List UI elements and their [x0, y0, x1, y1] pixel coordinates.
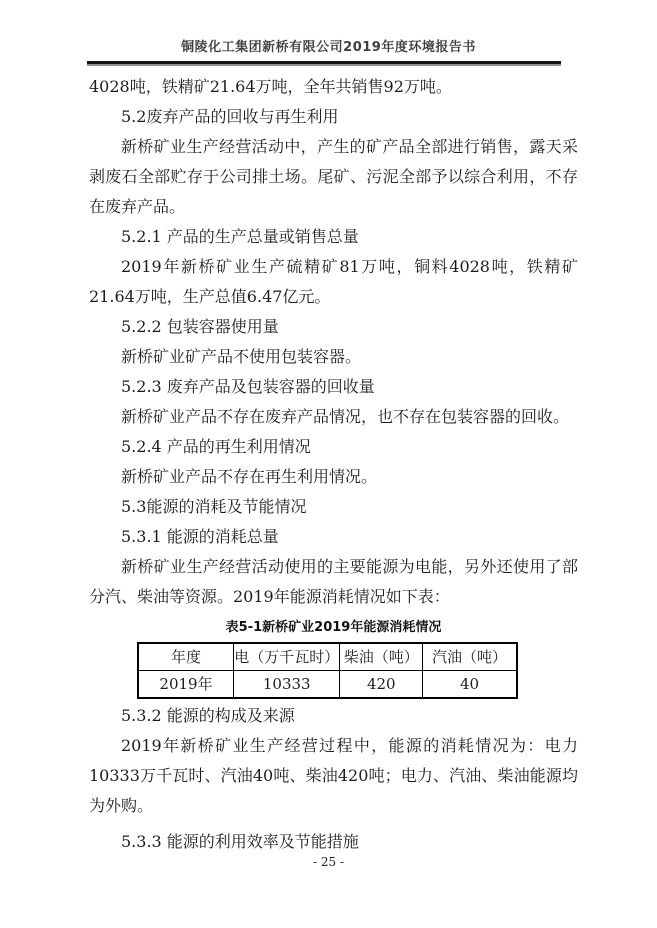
section-heading-5-2-4: 5.2.4 产品的再生利用情况	[121, 437, 311, 456]
paragraph-continuation: 4028吨，铁精矿21.64万吨，全年共销售92万吨。	[89, 77, 452, 96]
paragraph-5-2-1-body: 2019年新桥矿业生产硫精矿81万吨，铜料4028吨，铁精矿21.64万吨，生产总值6.47亿元。	[89, 257, 578, 306]
section-heading-5-3-2: 5.3.2 能源的构成及来源	[121, 706, 295, 725]
page-number: - 25 -	[312, 855, 344, 869]
section-heading-5-3-1: 5.3.1 能源的消耗总量	[121, 527, 279, 546]
cell-diesel: 420	[340, 671, 423, 699]
header-rule-divider	[87, 61, 561, 66]
paragraph-5-3-2-body: 2019年新桥矿业生产经营过程中，能源的消耗情况为：电力10333万千瓦时、汽油40吨、柴油420吨；电力、汽油、柴油能源均为外购。	[89, 736, 578, 815]
cell-gasoline: 40	[423, 671, 517, 699]
section-heading-5-2-2: 5.2.2 包装容器使用量	[121, 317, 279, 336]
col-header-year: 年度	[138, 643, 234, 671]
page-header-title: 铜陵化工集团新桥有限公司2019年度环境报告书	[181, 40, 476, 55]
cell-year: 2019年	[138, 671, 234, 699]
section-heading-5-3: 5.3能源的消耗及节能情况	[121, 497, 307, 516]
document-body	[89, 72, 578, 857]
table-row	[138, 671, 517, 699]
section-heading-5-2: 5.2废弃产品的回收与再生利用	[121, 107, 339, 126]
col-header-electricity: 电（万千瓦时）	[234, 643, 340, 671]
paragraph-5-3-1-body: 新桥矿业生产经营活动使用的主要能源为电能，另外还使用了部分汽、柴油等资源。2019年能源消耗情况如下表：	[89, 557, 578, 606]
table-header-row	[138, 643, 517, 671]
col-header-gasoline: 汽油（吨）	[423, 643, 517, 671]
paragraph-5-2-body: 新桥矿业生产经营活动中，产生的矿产品全部进行销售，露天采剥废石全部贮存于公司排土场。尾矿、污泥全部予以综合利用，不存在废弃产品。	[89, 137, 578, 216]
section-heading-5-3-3: 5.3.3 能源的利用效率及节能措施	[121, 832, 359, 851]
paragraph-5-2-3-body: 新桥矿业产品不存在废弃产品情况，也不存在包装容器的回收。	[121, 407, 570, 426]
col-header-diesel: 柴油（吨）	[340, 643, 423, 671]
paragraph-5-2-4-body: 新桥矿业产品不存在再生利用情况。	[121, 467, 378, 486]
paragraph-5-2-2-body: 新桥矿业矿产品不使用包装容器。	[121, 347, 362, 366]
section-heading-5-2-3: 5.2.3 废弃产品及包装容器的回收量	[121, 377, 375, 396]
energy-consumption-table	[137, 642, 518, 699]
cell-electricity: 10333	[234, 671, 340, 699]
section-heading-5-2-1: 5.2.1 产品的生产总量或销售总量	[121, 227, 359, 246]
energy-table-caption: 表5-1新桥矿业2019年能源消耗情况	[225, 620, 442, 635]
